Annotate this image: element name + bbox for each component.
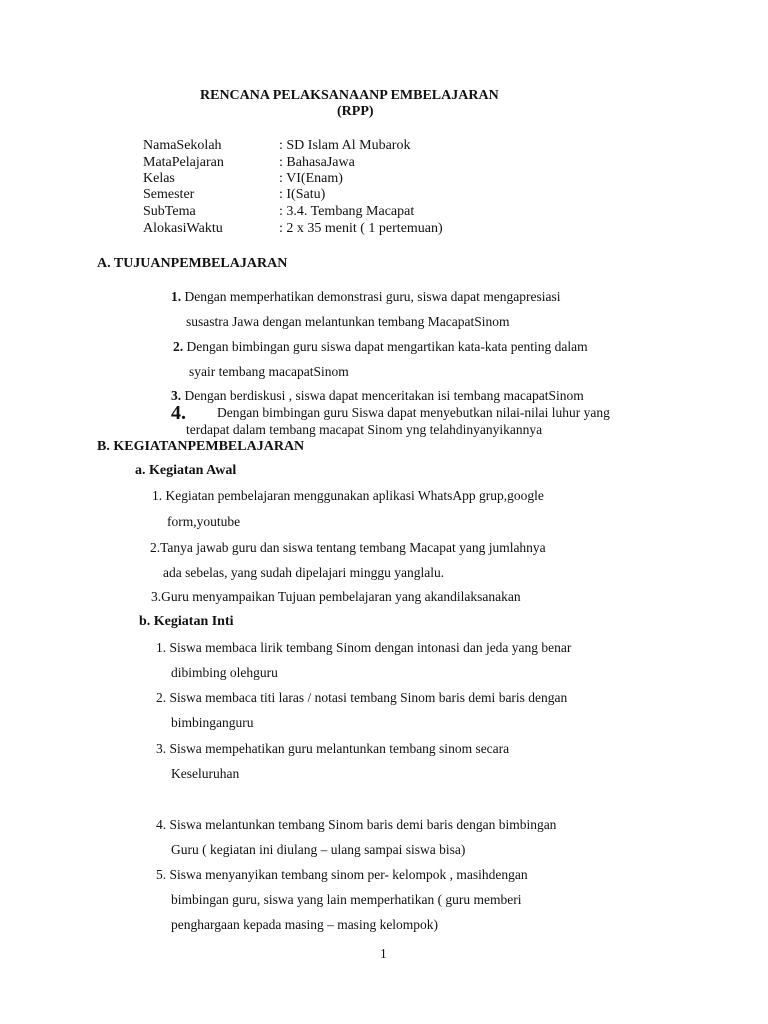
inti-item-5: 5. Siswa menyanyikan tembang sinom per- kelompok , masihdengan	[156, 867, 528, 882]
inti-item-1-continued: dibimbing olehguru	[171, 665, 278, 680]
page-number: 1	[380, 946, 387, 961]
objective-item-2	[173, 339, 588, 355]
objective-item-1	[171, 289, 561, 305]
inti-item-4: 4. Siswa melantunkan tembang Sinom baris demi baris dengan bimbingan	[156, 817, 557, 832]
info-label-subtheme: SubTema	[143, 204, 196, 219]
document-title: RENCANA PELAKSANAANP EMBELAJARAN	[200, 88, 499, 103]
objective-item-4-continued: terdapat dalam tembang macapat Sinom yng telahdinyanyikannya	[186, 422, 543, 437]
info-value-school: : SD Islam Al Mubarok	[279, 138, 411, 153]
activity-inti-heading: b. Kegiatan Inti	[139, 614, 234, 629]
inti-item-5-continued: bimbingan guru, siswa yang lain memperhatikan ( guru memberi	[171, 892, 522, 907]
section-a-heading: A. TUJUANPEMBELAJARAN	[97, 256, 288, 271]
info-label-semester: Semester	[143, 187, 195, 202]
info-value-semester: : I(Satu)	[279, 187, 326, 202]
section-b-heading: B. KEGIATANPEMBELAJARAN	[97, 439, 305, 454]
info-value-subtheme: : 3.4. Tembang Macapat	[279, 204, 415, 219]
objective-number-4: 4.	[171, 402, 186, 424]
awal-item-1-continued: form,youtube	[167, 514, 241, 529]
document-subtitle: (RPP)	[337, 104, 374, 119]
objective-item-1-continued: susastra Jawa dengan melantunkan tembang MacapatSinom	[186, 314, 510, 329]
info-value-subject: : BahasaJawa	[279, 155, 355, 170]
inti-item-4-continued: Guru ( kegiatan ini diulang – ulang sampai siswa bisa)	[171, 842, 466, 857]
awal-item-3: 3.Guru menyampaikan Tujuan pembelajaran yang akandilaksanakan	[151, 589, 521, 604]
inti-item-2-continued: bimbinganguru	[171, 715, 254, 730]
inti-item-3-continued: Keseluruhan	[171, 766, 240, 781]
objective-item-4: Dengan bimbingan guru Siswa dapat menyebutkan nilai-nilai luhur yang	[217, 405, 610, 420]
inti-item-1: 1. Siswa membaca lirik tembang Sinom dengan intonasi dan jeda yang benar	[156, 640, 572, 655]
inti-item-2: 2. Siswa membaca titi laras / notasi tembang Sinom baris demi baris dengan	[156, 690, 568, 705]
inti-item-5-continued-2: penghargaan kepada masing – masing kelompok)	[171, 917, 439, 932]
objective-item-3	[171, 388, 584, 404]
objective-text: Dengan memperhatikan demonstrasi guru, siswa dapat mengapresiasi	[181, 289, 561, 304]
objective-number: 3.	[171, 388, 182, 403]
activity-awal-heading: a. Kegiatan Awal	[135, 463, 237, 478]
objective-text: Dengan berdiskusi , siswa dapat menceritakan isi tembang macapatSinom	[181, 388, 584, 403]
info-value-class: : VI(Enam)	[279, 171, 343, 186]
awal-item-2-continued: ada sebelas, yang sudah dipelajari minggu yanglalu.	[163, 565, 445, 580]
info-label-time: AlokasiWaktu	[143, 221, 223, 236]
objective-number: 1.	[171, 289, 182, 304]
inti-item-3: 3. Siswa mempehatikan guru melantunkan tembang sinom secara	[156, 741, 510, 756]
awal-item-1: 1. Kegiatan pembelajaran menggunakan aplikasi WhatsApp grup,google	[152, 488, 544, 503]
objective-text: Dengan bimbingan guru siswa dapat mengartikan kata-kata penting dalam	[183, 339, 588, 354]
objective-number: 2.	[173, 339, 184, 354]
info-label-class: Kelas	[143, 171, 175, 186]
info-label-school: NamaSekolah	[143, 138, 222, 153]
objective-item-2-continued: syair tembang macapatSinom	[189, 364, 349, 379]
awal-item-2: 2.Tanya jawab guru dan siswa tentang tembang Macapat yang jumlahnya	[150, 540, 546, 555]
info-label-subject: MataPelajaran	[143, 155, 224, 170]
info-value-time: : 2 x 35 menit ( 1 pertemuan)	[279, 221, 443, 236]
